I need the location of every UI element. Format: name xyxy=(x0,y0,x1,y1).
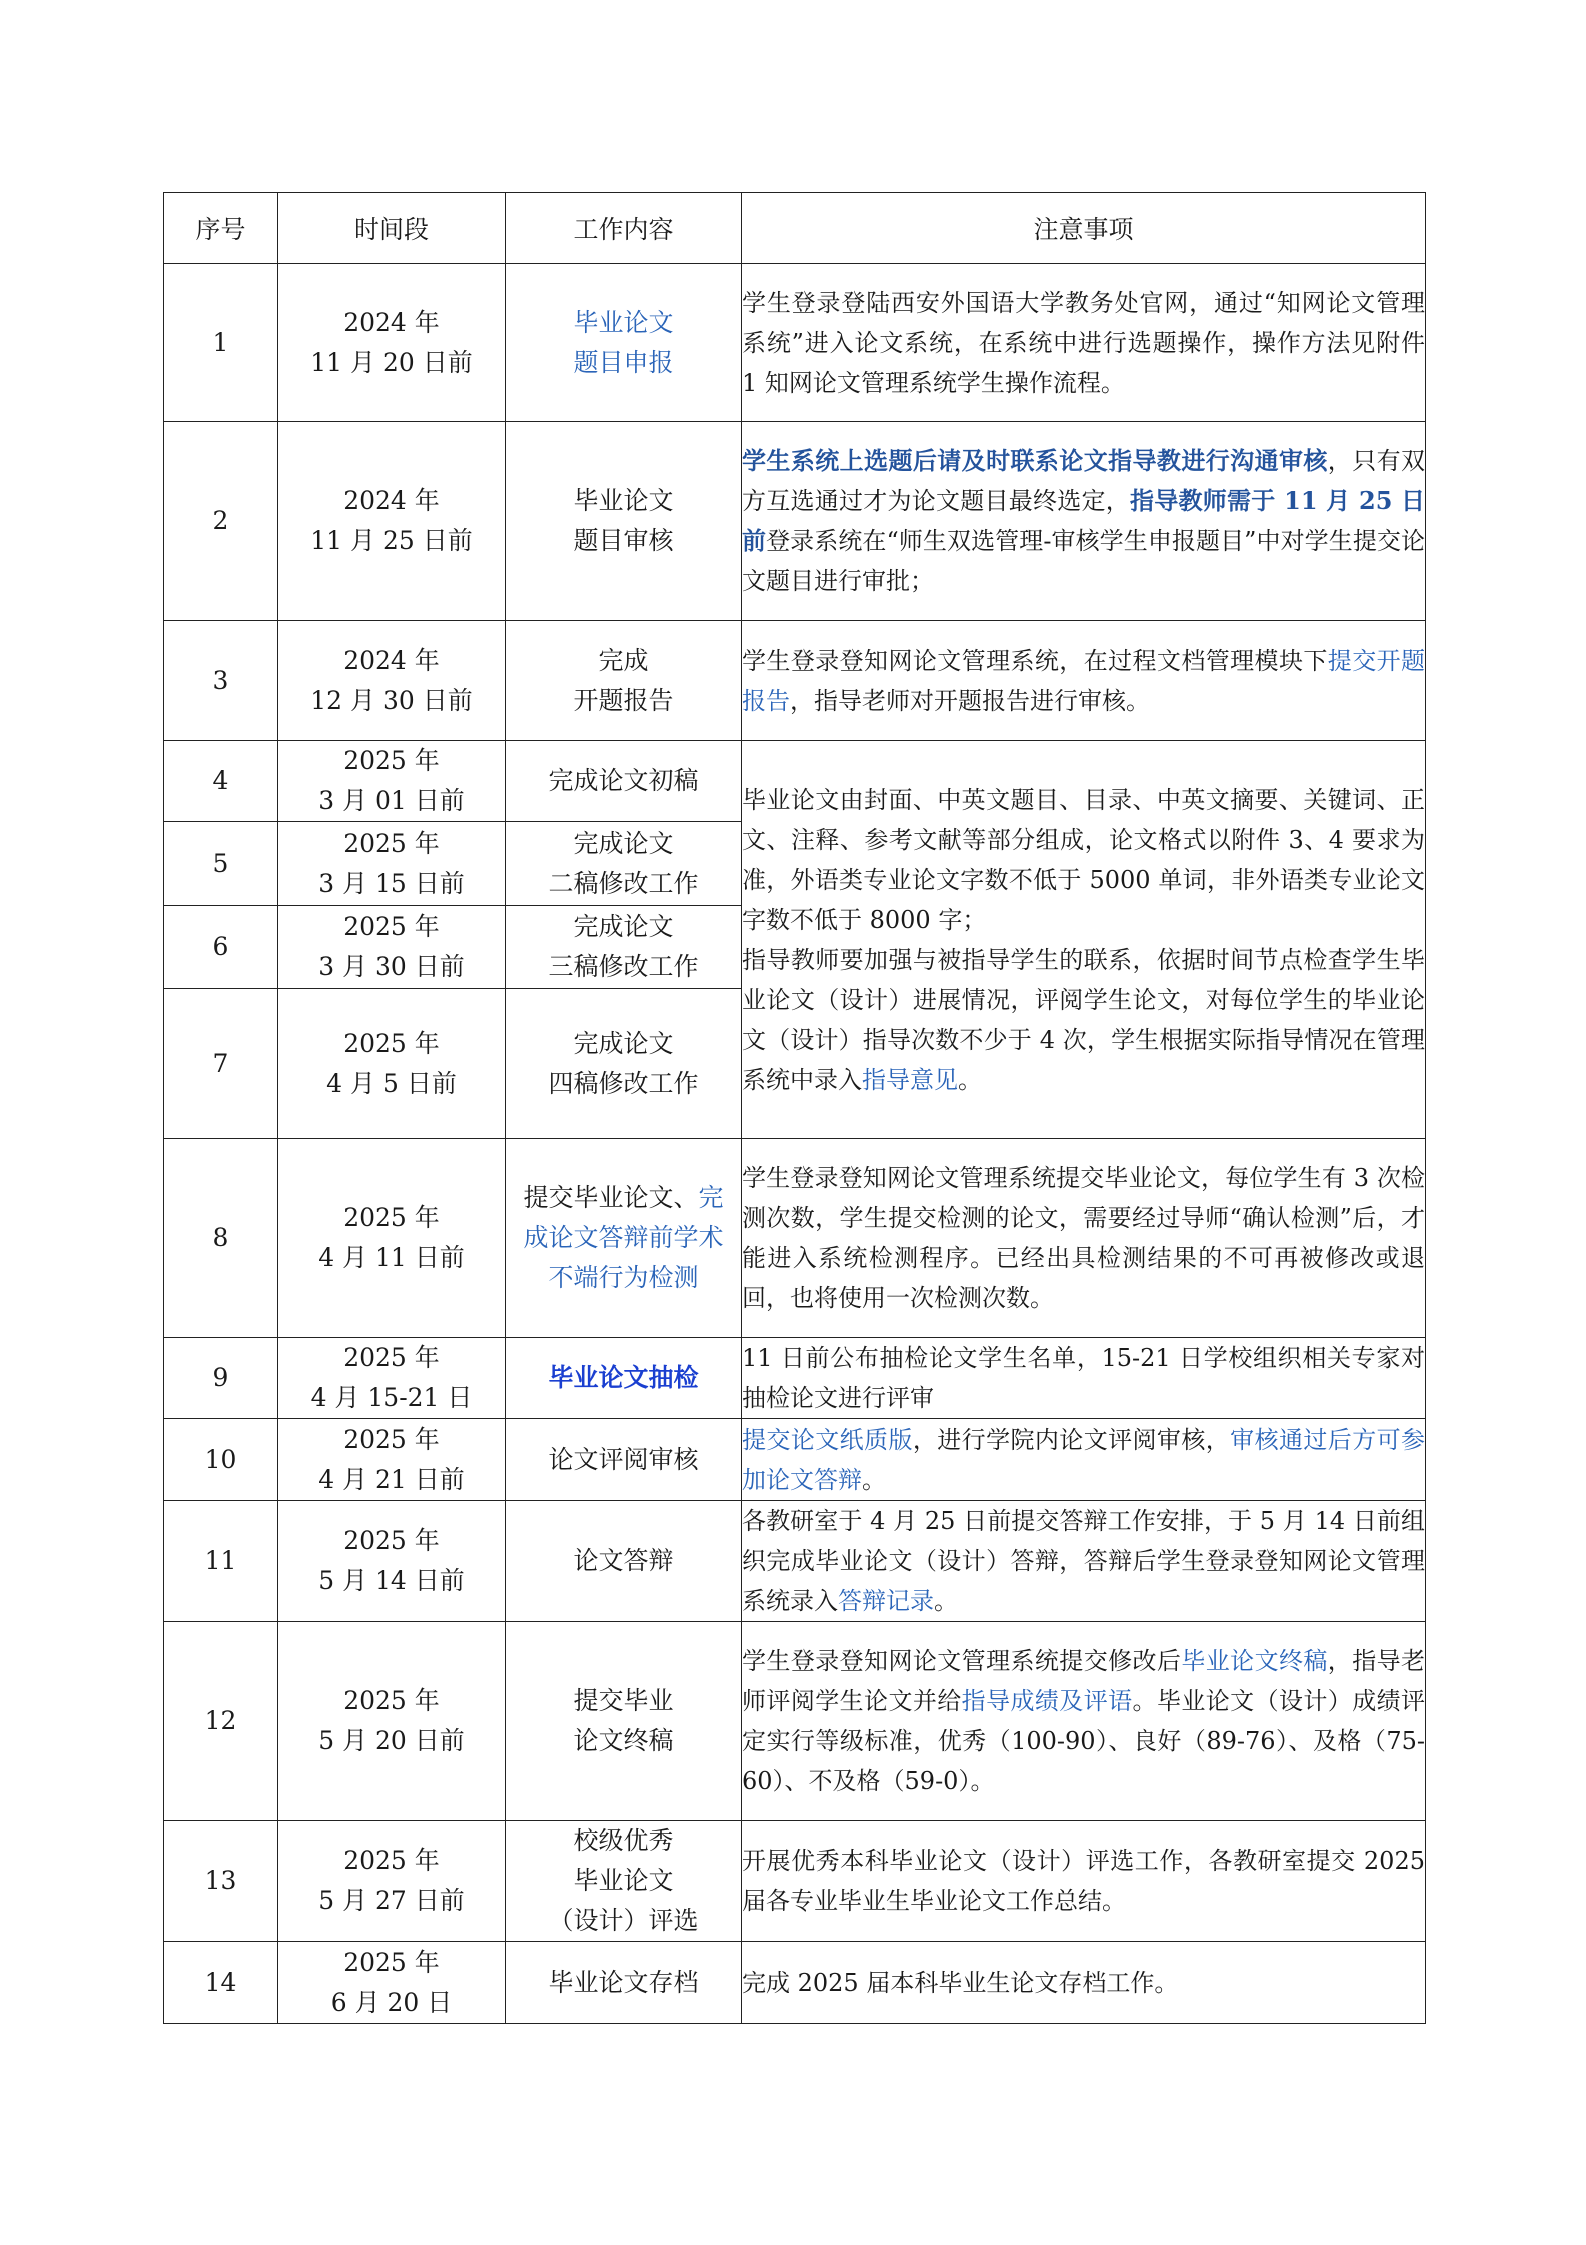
time-period: 2025 年 6 月 20 日 xyxy=(278,1942,506,2024)
row-number: 11 xyxy=(164,1501,278,1622)
schedule-table xyxy=(163,192,1426,2024)
note-highlight: 提交开题报告 xyxy=(742,646,1426,715)
time-period: 2025 年 4 月 11 日前 xyxy=(278,1139,506,1338)
time-period: 2025 年 5 月 27 日前 xyxy=(278,1821,506,1942)
work-content: 提交毕业论文、完成论文答辩前学术不端行为检测 xyxy=(506,1139,742,1338)
row-number: 2 xyxy=(164,422,278,621)
table-row xyxy=(164,741,1426,822)
row-number: 12 xyxy=(164,1622,278,1821)
work-content: 完成论文 四稿修改工作 xyxy=(506,989,742,1139)
row-number: 3 xyxy=(164,621,278,741)
table-row xyxy=(164,621,1426,741)
note-text: 完成 2025 届本科毕业生论文存档工作。 xyxy=(742,1942,1426,2024)
table-row xyxy=(164,1622,1426,1821)
row-number: 5 xyxy=(164,822,278,906)
work-content: 论文答辩 xyxy=(506,1501,742,1622)
row-number: 13 xyxy=(164,1821,278,1942)
work-content: 完成 开题报告 xyxy=(506,621,742,741)
header-work: 工作内容 xyxy=(506,193,742,264)
note-highlight: 学生系统上选题后请及时联系论文指导教进行沟通审核 xyxy=(742,446,1328,475)
work-content: 毕业论文 题目申报 xyxy=(506,264,742,422)
time-period: 2024 年 12 月 30 日前 xyxy=(278,621,506,741)
table-row xyxy=(164,1942,1426,2024)
row-number: 6 xyxy=(164,906,278,989)
note-highlight: 审核通过后方可参加论文答辩 xyxy=(742,1425,1426,1494)
note-text: 学生系统上选题后请及时联系论文指导教进行沟通审核，只有双方互选通过才为论文题目最终选定，指导教师需于 11 月 25 日前登录系统在“师生双选管理-审核学生申报题目”中对学生提交论文题目进行审批； xyxy=(742,422,1426,621)
work-content: 论文评阅审核 xyxy=(506,1419,742,1501)
work-content: 毕业论文存档 xyxy=(506,1942,742,2024)
time-period: 2025 年 5 月 20 日前 xyxy=(278,1622,506,1821)
note-highlight: 提交论文纸质版 xyxy=(742,1425,913,1454)
time-period: 2024 年 11 月 25 日前 xyxy=(278,422,506,621)
note-highlight: 指导意见 xyxy=(862,1065,958,1094)
note-text: 学生登录登知网论文管理系统提交毕业论文，每位学生有 3 次检测次数，学生提交检测的论文，需要经过导师“确认检测”后，才能进入系统检测程序。已经出具检测结果的不可再被修改或退回，也将使用一次检测次数。 xyxy=(742,1139,1426,1338)
row-number: 9 xyxy=(164,1338,278,1419)
table-row xyxy=(164,1338,1426,1419)
note-text: 提交论文纸质版，进行学院内论文评阅审核，审核通过后方可参加论文答辩。 xyxy=(742,1419,1426,1501)
time-period: 2025 年 5 月 14 日前 xyxy=(278,1501,506,1622)
note-text: 学生登录登知网论文管理系统，在过程文档管理模块下提交开题报告，指导老师对开题报告进行审核。 xyxy=(742,621,1426,741)
table-header-row xyxy=(164,193,1426,264)
note-text: 各教研室于 4 月 25 日前提交答辩工作安排，于 5 月 14 日前组织完成毕业论文（设计）答辩，答辩后学生登录登知网论文管理系统录入答辩记录。 xyxy=(742,1501,1426,1622)
time-period: 2025 年 3 月 15 日前 xyxy=(278,822,506,906)
note-text: 学生登录登陆西安外国语大学教务处官网，通过“知网论文管理系统”进入论文系统，在系统中进行选题操作，操作方法见附件 1 知网论文管理系统学生操作流程。 xyxy=(742,264,1426,422)
time-period: 2025 年 4 月 15-21 日 xyxy=(278,1338,506,1419)
row-number: 1 xyxy=(164,264,278,422)
time-period: 2025 年 4 月 21 日前 xyxy=(278,1419,506,1501)
work-highlight: 完成论文答辩前学术不端行为检测 xyxy=(523,1183,724,1292)
note-highlight: 毕业论文终稿 xyxy=(1181,1647,1328,1675)
time-period: 2025 年 3 月 01 日前 xyxy=(278,741,506,822)
header-seq: 序号 xyxy=(164,193,278,264)
work-content: 提交毕业 论文终稿 xyxy=(506,1622,742,1821)
row-number: 7 xyxy=(164,989,278,1139)
table-row xyxy=(164,1419,1426,1501)
note-text: 开展优秀本科毕业论文（设计）评选工作，各教研室提交 2025 届各专业毕业生毕业论文工作总结。 xyxy=(742,1821,1426,1942)
work-content: 完成论文 三稿修改工作 xyxy=(506,906,742,989)
table-row xyxy=(164,422,1426,621)
table-row xyxy=(164,264,1426,422)
header-time: 时间段 xyxy=(278,193,506,264)
note-highlight: 答辩记录 xyxy=(838,1587,934,1615)
row-number: 14 xyxy=(164,1942,278,2024)
time-period: 2025 年 4 月 5 日前 xyxy=(278,989,506,1139)
note-highlight: 指导成绩及评语 xyxy=(961,1687,1133,1715)
row-number: 8 xyxy=(164,1139,278,1338)
header-notes: 注意事项 xyxy=(742,193,1426,264)
work-content: 完成论文 二稿修改工作 xyxy=(506,822,742,906)
time-period: 2025 年 3 月 30 日前 xyxy=(278,906,506,989)
note-highlight: 指导教师需于 11 月 25 日前 xyxy=(742,486,1426,555)
table-row xyxy=(164,1821,1426,1942)
table-row xyxy=(164,1501,1426,1622)
note-text: 学生登录登知网论文管理系统提交修改后毕业论文终稿，指导老师评阅学生论文并给指导成绩及评语。毕业论文（设计）成绩评定实行等级标准，优秀（100-90）、良好（89-76）、及格（75-60）、不及格（59-0）。 xyxy=(742,1622,1426,1821)
work-content: 校级优秀 毕业论文 （设计）评选 xyxy=(506,1821,742,1942)
work-content: 完成论文初稿 xyxy=(506,741,742,822)
table-row xyxy=(164,1139,1426,1338)
work-content: 毕业论文 题目审核 xyxy=(506,422,742,621)
time-period: 2024 年 11 月 20 日前 xyxy=(278,264,506,422)
row-number: 4 xyxy=(164,741,278,822)
note-text-merged: 毕业论文由封面、中英文题目、目录、中英文摘要、关键词、正文、注释、参考文献等部分组成，论文格式以附件 3、4 要求为准，外语类专业论文字数不低于 5000 单词，非外语类专业论文字数不低于 8000 字； 指导教师要加强与被指导学生的联系，依据时间节点检查学生毕业论文（设计）进展情况，评阅学生论文，对每位学生的毕业论文（设计）指导次数不少于 4 次，学生根据实际指导情况在管理系统中录入指导意见。 xyxy=(742,741,1426,1139)
note-text: 11 日前公布抽检论文学生名单，15-21 日学校组织相关专家对抽检论文进行评审 xyxy=(742,1338,1426,1419)
work-content: 毕业论文抽检 xyxy=(506,1338,742,1419)
row-number: 10 xyxy=(164,1419,278,1501)
